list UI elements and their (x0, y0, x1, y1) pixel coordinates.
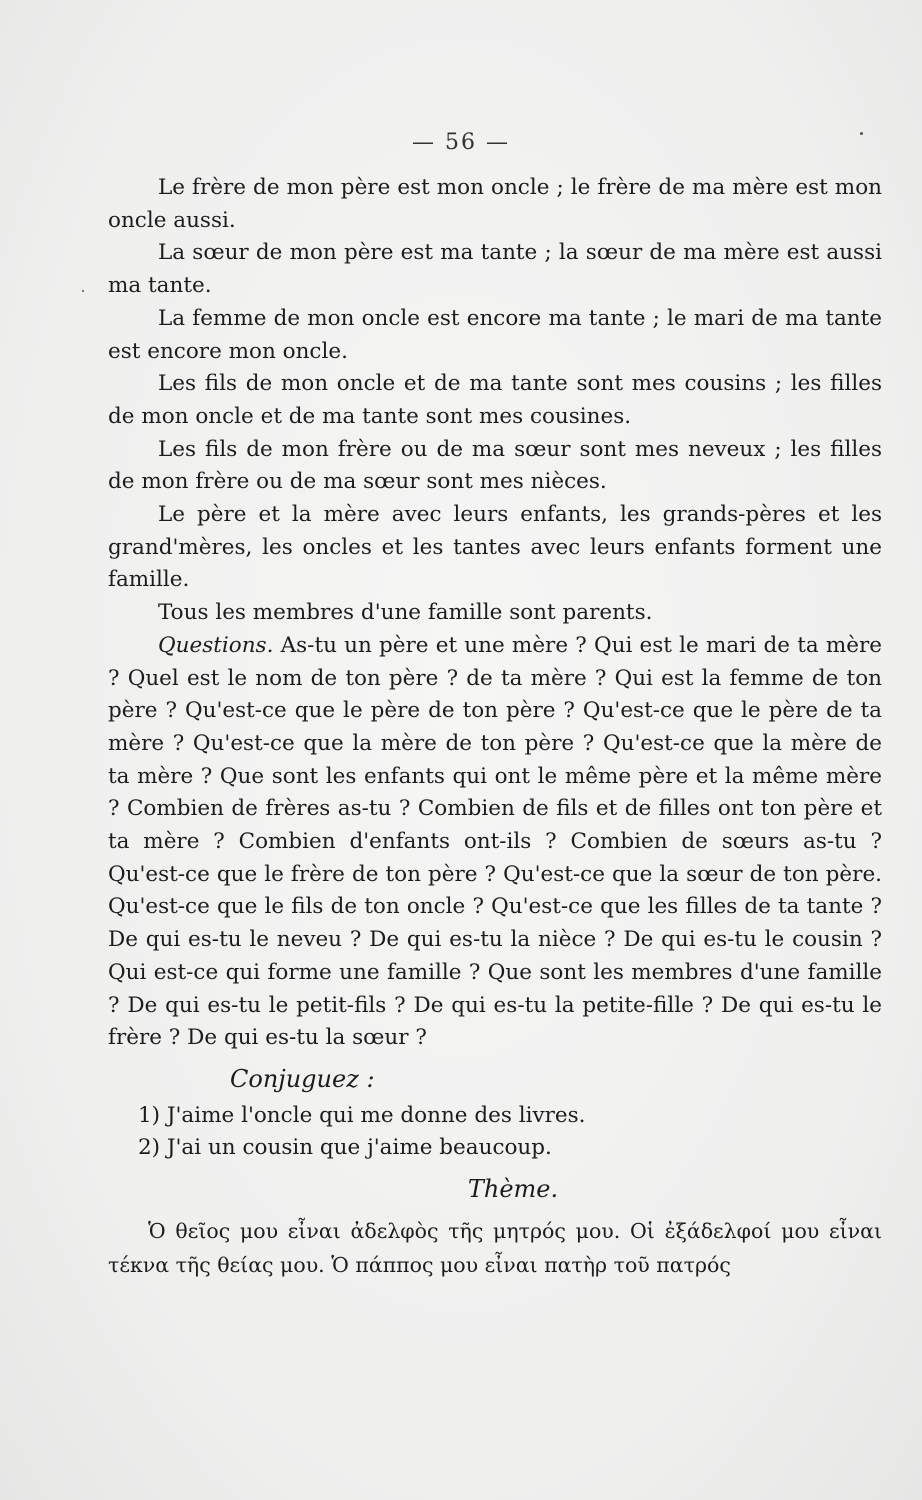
questions-label: Questions. (158, 632, 274, 658)
paragraph: Les fils de mon oncle et de ma tante sont mes cousins ; les filles de mon oncle et de ma tante sont mes cousines. (108, 371, 882, 429)
dust-speck (82, 290, 84, 292)
conjugate-item: 2) J'ai un cousin que j'aime beaucoup. (138, 1135, 552, 1161)
dust-speck (860, 132, 863, 135)
paragraph: La femme de mon oncle est encore ma tante ; le mari de ma tante est encore mon oncle. (108, 305, 882, 364)
questions-text: As-tu un père et une mère ? Qui est le mari de ta mère ? Quel est le nom de ton père ? de ta mère ? Qui est la femme de ton père ? Qu'est-ce que le père de ton père ? Qu'est-ce que le père de ta mère ? Qu'est-ce que la mère de ton père ? Qu'est-ce que la mère de ta mère ? Que sont les enfants qui ont le même père et la même mère ? Combien de frères as-tu ? Combien de fils et de filles ont ton père et ta mère ? Combien d'enfants ont-ils ? Combien de sœurs as-tu ? Qu'est-ce que le frère de ton père ? Qu'est-ce que la sœur de ton père. Qu'est-ce que le fils de ton oncle ? Qu'est-ce que les filles de ta tante ? De qui es-tu le neveu ? De qui es-tu la nièce ? De qui es-tu le cousin ? Qui est-ce qui forme une famille ? Que sont les membres d'une famille ? De qui es-tu le petit-fils ? De qui es-tu la petite-fille ? De qui es-tu le frère ? De qui es-tu la sœur ? (108, 632, 882, 1051)
paragraph: Le frère de mon père est mon oncle ; le frère de ma mère est mon oncle aussi. (108, 175, 882, 233)
conjugate-item: 1) J'aime l'oncle qui me donne des livres. (138, 1102, 586, 1128)
paragraph: La sœur de mon père est ma tante ; la sœur de ma mère est aussi ma tante. (108, 240, 882, 299)
page-body (108, 172, 882, 1282)
conjugate-heading: Conjuguez : (230, 1064, 375, 1093)
page-number: — 56 — (412, 130, 510, 155)
paragraph: Le père et la mère avec leurs enfants, les grands-pères et les grand'mères, les oncles et les tantes avec leurs enfants forment une famille. (108, 502, 882, 593)
theme-heading: Thème. (467, 1175, 559, 1204)
paragraph: Tous les membres d'une famille sont parents. (158, 600, 653, 626)
theme-text: Ὁ θεῖος μου εἶναι ἀδελφὸς τῆς μητρός μου. Οἱ ἐξάδελφοί μου εἶναι τέκνα τῆς θείας μου. Ὁ πάππος μου εἶναι πατὴρ τοῦ πατρός (108, 1218, 882, 1277)
questions-paragraph (108, 630, 882, 1055)
paragraph: Les fils de mon frère ou de ma sœur sont mes neveux ; les filles de mon frère ou de ma sœur sont mes nièces. (108, 436, 882, 495)
